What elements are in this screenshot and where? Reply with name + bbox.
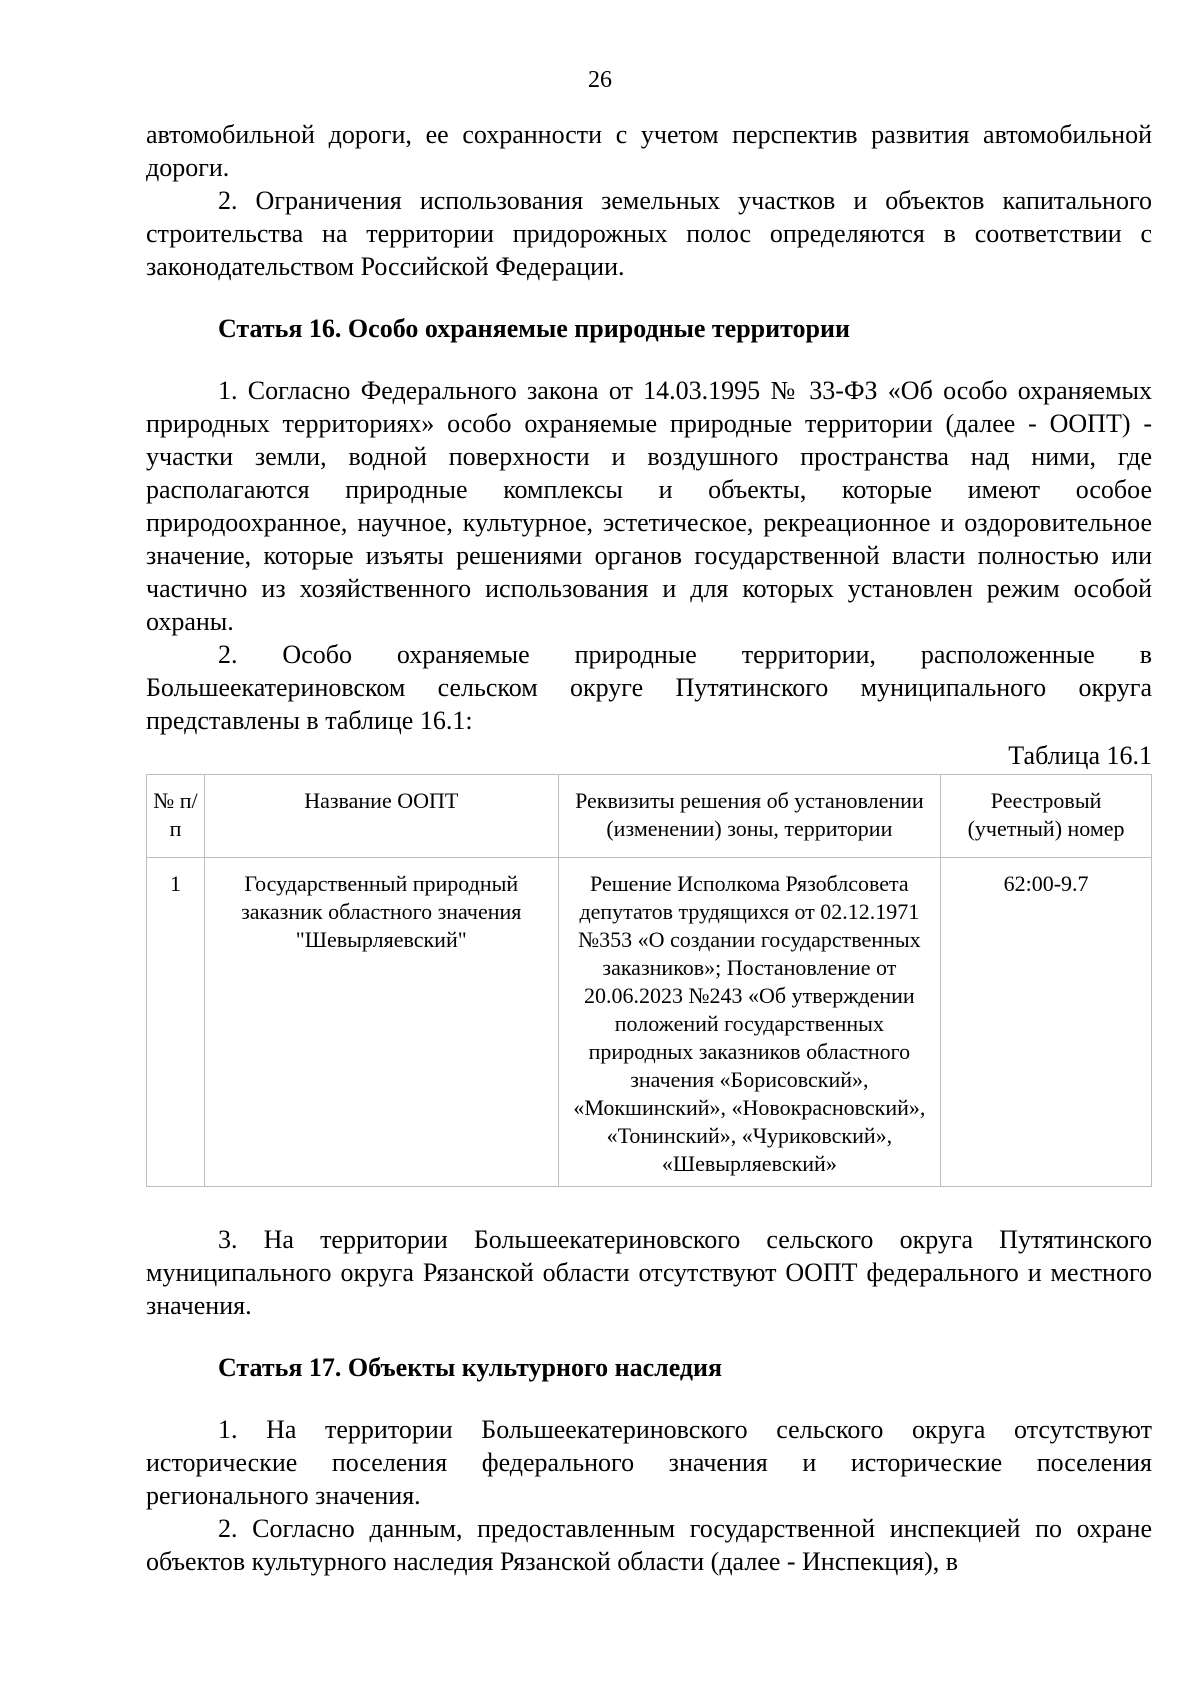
cell-registry: 62:00-9.7 (941, 858, 1152, 1187)
cell-number: 1 (147, 858, 205, 1187)
page-content (146, 118, 1152, 1578)
oopt-table (146, 774, 1152, 1187)
table-header-row (147, 775, 1152, 858)
header-number: № п/п (147, 775, 205, 858)
table-row (147, 858, 1152, 1187)
article-16-heading: Статья 16. Особо охраняемые природные территории (218, 314, 850, 343)
header-registry: Реестровый (учетный) номер (941, 775, 1152, 858)
header-decision: Реквизиты решения об установлении (изменении) зоны, территории (558, 775, 941, 858)
cell-name: Государственный природный заказник областного значения "Шевырляевский" (204, 858, 558, 1187)
paragraph-roadside-restrictions: 2. Ограничения использования земельных участков и объектов капитального строительства на территории придорожных полос определяются в соответствии с законодательством Российской Федерации. (146, 186, 1152, 281)
page-number: 26 (588, 67, 612, 93)
header-name: Название ООПТ (204, 775, 558, 858)
article-16-paragraph-2: 2. Особо охраняемые природные территории, расположенные в Большеекатериновском сельском округе Путятинского муниципального округа представлены в таблице 16.1: (146, 640, 1152, 735)
article-17-paragraph-2: 2. Согласно данным, предоставленным государственной инспекцией по охране объектов культурного наследия Рязанской области (далее - Инспекция), в (146, 1514, 1152, 1576)
cell-decision: Решение Исполкома Рязоблсовета депутатов трудящихся от 02.12.1971 №353 «О создании государственных заказников»; Постановление от 20.06.2023 №243 «Об утверждении положений государственных природных заказников областного значения «Борисовский», «Мокшинский», «Новокрасновский», «Тонинский», «Чуриковский», «Шевырляевский» (558, 858, 941, 1187)
table-caption: Таблица 16.1 (1008, 741, 1152, 770)
article-16-paragraph-1: 1. Согласно Федерального закона от 14.03.1995 № 33-ФЗ «Об особо охраняемых природных территориях» особо охраняемые природные территории (далее - ООПТ) - участки земли, водной поверхности и воздушного пространства над ними, где располагаются природные комплексы и объекты, которые имеют особое природоохранное, научное, культурное, эстетическое, рекреационное и оздоровительное значение, которые изъяты решениями органов государственной власти полностью или частично из хозяйственного использования и для которых установлен режим особой охраны. (146, 376, 1152, 636)
article-16-paragraph-3: 3. На территории Большеекатериновского сельского округа Путятинского муниципального округа Рязанской области отсутствуют ООПТ федерального и местного значения. (146, 1225, 1152, 1320)
paragraph-continuation: автомобильной дороги, ее сохранности с учетом перспектив развития автомобильной дороги. (146, 120, 1152, 182)
article-17-paragraph-1: 1. На территории Большеекатериновского сельского округа отсутствуют исторические поселения федерального значения и исторические поселения регионального значения. (146, 1415, 1152, 1510)
article-17-heading: Статья 17. Объекты культурного наследия (218, 1353, 723, 1382)
